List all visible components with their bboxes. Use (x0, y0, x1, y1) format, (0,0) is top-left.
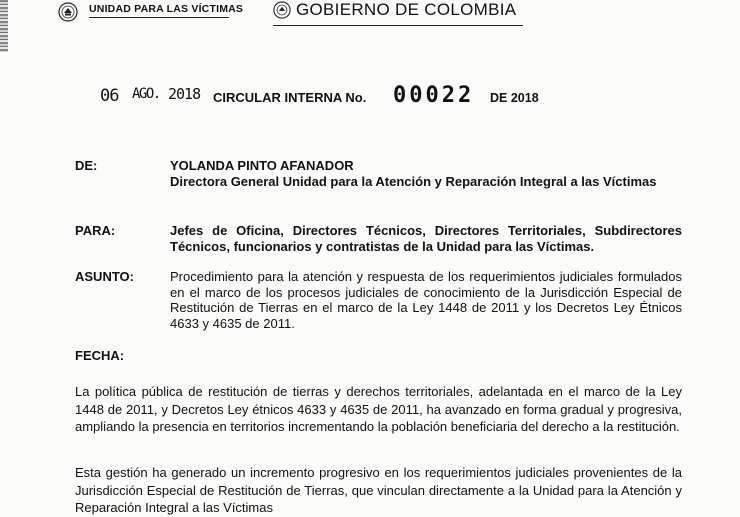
national-seal-icon (58, 2, 78, 22)
stamp-month: AGO. (132, 86, 160, 102)
government-name: GOBIERNO DE COLOMBIA (296, 0, 517, 19)
letterhead (0, 0, 740, 30)
from-name: YOLANDA PINTO AFANADOR (170, 158, 354, 173)
to-label: PARA: (75, 223, 116, 238)
scan-edge-strip (0, 0, 8, 52)
body-paragraph-1: La política pública de restitución de tierras y derechos territoriales, adelantada en el marco de la Ley 1448 de 2011, y Decretos Ley étnicos 4633 y 4635 de 2011, ha avanzado en forma gradual y progresiva, ampliando la presencia en territorios incrementando la población beneficiaria del derecho a la restitución. (75, 384, 682, 434)
unit-underline (89, 17, 229, 18)
circular-number: 00022 (393, 83, 475, 108)
to-text: Jefes de Oficina, Directores Técnicos, Directores Territoriales, Subdirectores Técnicos, funcionarios y contratistas de la Unidad para las Víctimas. (170, 223, 682, 254)
government-seal-icon (273, 1, 291, 19)
stamp-day: 06 (100, 86, 119, 106)
from-title: Directora General Unidad para la Atención y Reparación Integral a las Víctimas (170, 173, 657, 189)
government-underline (273, 25, 523, 26)
from-block (170, 158, 682, 189)
circular-year: DE 2018 (490, 91, 539, 105)
stamp-year: 2018 (168, 85, 201, 103)
date-label: FECHA: (75, 348, 125, 363)
unit-name: UNIDAD PARA LAS VÍCTIMAS (89, 3, 244, 15)
subject-text: Procedimiento para la atención y respuesta de los requerimientos judiciales formulados en el marco de los procesos judiciales de conocimiento de la Jurisdicción Especial de Restitución de Tierras en el marco de la Ley 1448 de 2011 y los Decretos Ley Étnicos 4633 y 4635 de 2011. (170, 269, 682, 331)
from-label: DE: (75, 158, 98, 173)
body-paragraph-2: Esta gestión ha generado un incremento progresivo en los requerimientos judiciales provenientes de la Jurisdicción Especial de Restitución de Tierras, que vinculan directamente a la Unidad para la Atención y Reparación Integral a las Víctimas (75, 465, 682, 515)
circular-label: CIRCULAR INTERNA No. (213, 90, 367, 105)
subject-label: ASUNTO: (75, 269, 134, 284)
